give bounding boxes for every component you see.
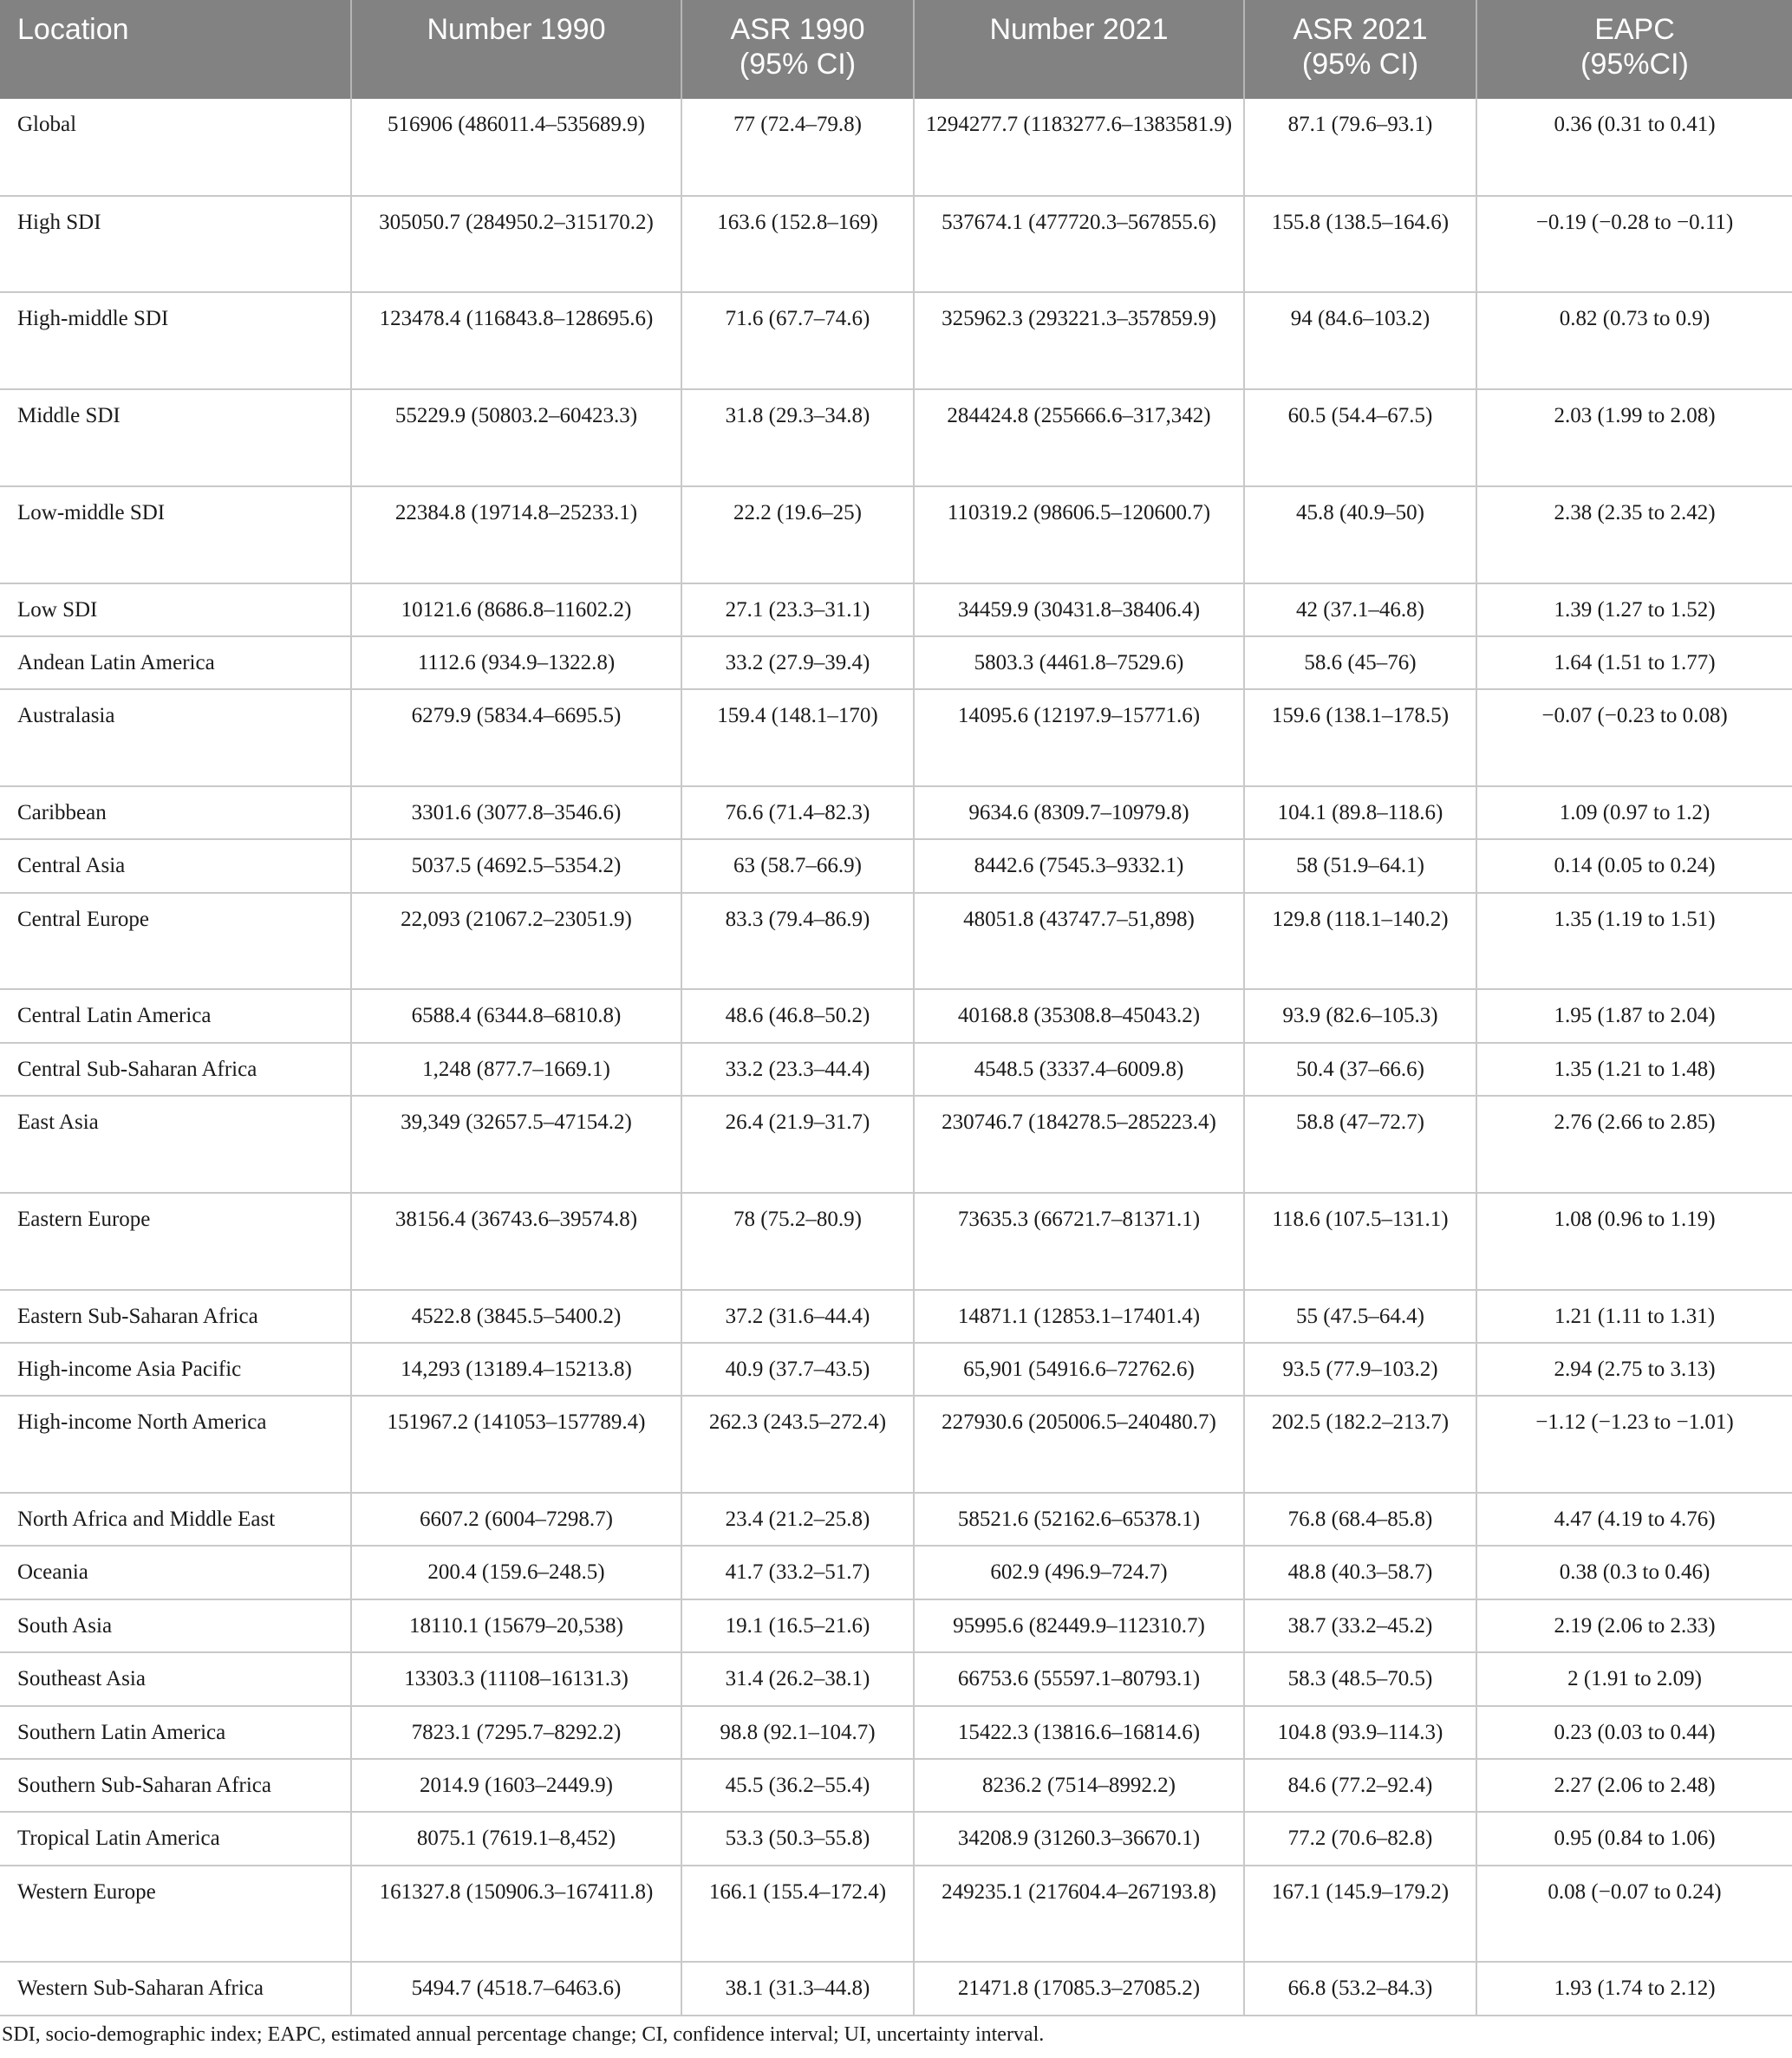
cell-asr-1990: 53.3 (50.3–55.8) — [681, 1812, 914, 1865]
cell-number-2021: 65,901 (54916.6–72762.6) — [914, 1343, 1244, 1396]
cell-number-1990: 1112.6 (934.9–1322.8) — [351, 636, 681, 689]
cell-number-1990: 8075.1 (7619.1–8,452) — [351, 1812, 681, 1865]
cell-asr-1990: 98.8 (92.1–104.7) — [681, 1706, 914, 1759]
cell-asr-2021: 155.8 (138.5–164.6) — [1244, 196, 1476, 293]
cell-asr-1990: 77 (72.4–79.8) — [681, 99, 914, 196]
cell-asr-2021: 58 (51.9–64.1) — [1244, 839, 1476, 892]
cell-location: Southeast Asia — [0, 1652, 351, 1705]
cell-number-2021: 40168.8 (35308.8–45043.2) — [914, 989, 1244, 1042]
cell-number-1990: 1,248 (877.7–1669.1) — [351, 1043, 681, 1096]
table-row — [0, 1706, 1792, 1759]
table-row — [0, 636, 1792, 689]
cell-location: Low SDI — [0, 583, 351, 636]
cell-asr-2021: 93.9 (82.6–105.3) — [1244, 989, 1476, 1042]
header-asr-1990: ASR 1990 (95% CI) — [681, 0, 914, 99]
cell-number-2021: 1294277.7 (1183277.6–1383581.9) — [914, 99, 1244, 196]
cell-asr-2021: 87.1 (79.6–93.1) — [1244, 99, 1476, 196]
cell-number-1990: 22384.8 (19714.8–25233.1) — [351, 486, 681, 583]
cell-location: East Asia — [0, 1096, 351, 1193]
cell-asr-1990: 262.3 (243.5–272.4) — [681, 1396, 914, 1493]
cell-number-2021: 15422.3 (13816.6–16814.6) — [914, 1706, 1244, 1759]
cell-location: Andean Latin America — [0, 636, 351, 689]
cell-asr-1990: 63 (58.7–66.9) — [681, 839, 914, 892]
cell-number-2021: 9634.6 (8309.7–10979.8) — [914, 786, 1244, 839]
table-row — [0, 389, 1792, 486]
cell-eapc: 2.19 (2.06 to 2.33) — [1476, 1599, 1792, 1652]
cell-eapc: 0.36 (0.31 to 0.41) — [1476, 99, 1792, 196]
cell-eapc: 1.21 (1.11 to 1.31) — [1476, 1290, 1792, 1343]
cell-asr-2021: 77.2 (70.6–82.8) — [1244, 1812, 1476, 1865]
cell-eapc: −1.12 (−1.23 to −1.01) — [1476, 1396, 1792, 1493]
cell-location: High-income North America — [0, 1396, 351, 1493]
cell-asr-2021: 159.6 (138.1–178.5) — [1244, 689, 1476, 786]
table-row — [0, 583, 1792, 636]
cell-eapc: 0.82 (0.73 to 0.9) — [1476, 292, 1792, 389]
cell-eapc: 2.27 (2.06 to 2.48) — [1476, 1759, 1792, 1812]
cell-eapc: 1.39 (1.27 to 1.52) — [1476, 583, 1792, 636]
cell-asr-2021: 76.8 (68.4–85.8) — [1244, 1493, 1476, 1546]
cell-number-1990: 200.4 (159.6–248.5) — [351, 1546, 681, 1599]
cell-eapc: 1.09 (0.97 to 1.2) — [1476, 786, 1792, 839]
table-row — [0, 1652, 1792, 1705]
table-row — [0, 196, 1792, 293]
cell-location: Southern Latin America — [0, 1706, 351, 1759]
cell-asr-1990: 22.2 (19.6–25) — [681, 486, 914, 583]
cell-number-2021: 8442.6 (7545.3–9332.1) — [914, 839, 1244, 892]
cell-eapc: −0.19 (−0.28 to −0.11) — [1476, 196, 1792, 293]
cell-asr-1990: 19.1 (16.5–21.6) — [681, 1599, 914, 1652]
cell-eapc: 2.38 (2.35 to 2.42) — [1476, 486, 1792, 583]
table-row — [0, 1096, 1792, 1193]
table-row — [0, 1493, 1792, 1546]
table-row — [0, 1396, 1792, 1493]
cell-location: Tropical Latin America — [0, 1812, 351, 1865]
cell-asr-2021: 55 (47.5–64.4) — [1244, 1290, 1476, 1343]
cell-number-1990: 4522.8 (3845.5–5400.2) — [351, 1290, 681, 1343]
cell-asr-1990: 33.2 (27.9–39.4) — [681, 636, 914, 689]
cell-asr-2021: 58.6 (45–76) — [1244, 636, 1476, 689]
cell-location: Central Sub-Saharan Africa — [0, 1043, 351, 1096]
cell-number-1990: 7823.1 (7295.7–8292.2) — [351, 1706, 681, 1759]
cell-asr-2021: 38.7 (33.2–45.2) — [1244, 1599, 1476, 1652]
header-asr-2021: ASR 2021 (95% CI) — [1244, 0, 1476, 99]
cell-asr-2021: 167.1 (145.9–179.2) — [1244, 1866, 1476, 1963]
cell-asr-2021: 202.5 (182.2–213.7) — [1244, 1396, 1476, 1493]
table-row — [0, 486, 1792, 583]
cell-asr-1990: 40.9 (37.7–43.5) — [681, 1343, 914, 1396]
cell-number-2021: 110319.2 (98606.5–120600.7) — [914, 486, 1244, 583]
cell-asr-2021: 93.5 (77.9–103.2) — [1244, 1343, 1476, 1396]
cell-number-1990: 123478.4 (116843.8–128695.6) — [351, 292, 681, 389]
cell-location: Middle SDI — [0, 389, 351, 486]
cell-asr-1990: 26.4 (21.9–31.7) — [681, 1096, 914, 1193]
cell-number-2021: 66753.6 (55597.1–80793.1) — [914, 1652, 1244, 1705]
table-row — [0, 99, 1792, 196]
cell-eapc: 2 (1.91 to 2.09) — [1476, 1652, 1792, 1705]
cell-eapc: 1.08 (0.96 to 1.19) — [1476, 1193, 1792, 1290]
cell-asr-1990: 38.1 (31.3–44.8) — [681, 1962, 914, 2016]
cell-location: North Africa and Middle East — [0, 1493, 351, 1546]
table-row — [0, 989, 1792, 1042]
table-footnote: SDI, socio-demographic index; EAPC, estimated annual percentage change; CI, confidence interval; UI, uncertainty interval. — [2, 2023, 1045, 2046]
table-body — [0, 99, 1792, 2016]
header-row — [0, 0, 1792, 99]
table-row — [0, 1043, 1792, 1096]
cell-number-2021: 4548.5 (3337.4–6009.8) — [914, 1043, 1244, 1096]
cell-location: Caribbean — [0, 786, 351, 839]
cell-number-1990: 10121.6 (8686.8–11602.2) — [351, 583, 681, 636]
table-row — [0, 1866, 1792, 1963]
cell-eapc: 2.03 (1.99 to 2.08) — [1476, 389, 1792, 486]
header-location: Location — [0, 0, 351, 99]
cell-number-2021: 537674.1 (477720.3–567855.6) — [914, 196, 1244, 293]
cell-number-1990: 516906 (486011.4–535689.9) — [351, 99, 681, 196]
cell-asr-1990: 41.7 (33.2–51.7) — [681, 1546, 914, 1599]
cell-number-1990: 18110.1 (15679–20,538) — [351, 1599, 681, 1652]
cell-asr-2021: 48.8 (40.3–58.7) — [1244, 1546, 1476, 1599]
table-row — [0, 1962, 1792, 2016]
cell-eapc: 0.95 (0.84 to 1.06) — [1476, 1812, 1792, 1865]
cell-asr-1990: 163.6 (152.8–169) — [681, 196, 914, 293]
cell-number-1990: 5037.5 (4692.5–5354.2) — [351, 839, 681, 892]
cell-number-2021: 602.9 (496.9–724.7) — [914, 1546, 1244, 1599]
cell-number-2021: 73635.3 (66721.7–81371.1) — [914, 1193, 1244, 1290]
table-row — [0, 1343, 1792, 1396]
cell-location: Central Latin America — [0, 989, 351, 1042]
cell-location: Eastern Europe — [0, 1193, 351, 1290]
table-header — [0, 0, 1792, 99]
cell-number-1990: 13303.3 (11108–16131.3) — [351, 1652, 681, 1705]
cell-eapc: 0.23 (0.03 to 0.44) — [1476, 1706, 1792, 1759]
cell-asr-1990: 23.4 (21.2–25.8) — [681, 1493, 914, 1546]
cell-number-2021: 230746.7 (184278.5–285223.4) — [914, 1096, 1244, 1193]
cell-number-2021: 8236.2 (7514–8992.2) — [914, 1759, 1244, 1812]
cell-eapc: 1.35 (1.21 to 1.48) — [1476, 1043, 1792, 1096]
cell-location: Oceania — [0, 1546, 351, 1599]
cell-asr-1990: 78 (75.2–80.9) — [681, 1193, 914, 1290]
cell-eapc: 2.94 (2.75 to 3.13) — [1476, 1343, 1792, 1396]
header-number-2021: Number 2021 — [914, 0, 1244, 99]
cell-location: South Asia — [0, 1599, 351, 1652]
cell-eapc: 1.64 (1.51 to 1.77) — [1476, 636, 1792, 689]
cell-number-1990: 22,093 (21067.2–23051.9) — [351, 893, 681, 990]
table-row — [0, 1599, 1792, 1652]
cell-number-2021: 95995.6 (82449.9–112310.7) — [914, 1599, 1244, 1652]
cell-asr-1990: 159.4 (148.1–170) — [681, 689, 914, 786]
cell-number-1990: 305050.7 (284950.2–315170.2) — [351, 196, 681, 293]
cell-eapc: 2.76 (2.66 to 2.85) — [1476, 1096, 1792, 1193]
cell-location: Australasia — [0, 689, 351, 786]
cell-number-1990: 5494.7 (4518.7–6463.6) — [351, 1962, 681, 2016]
table-row — [0, 1193, 1792, 1290]
cell-asr-2021: 60.5 (54.4–67.5) — [1244, 389, 1476, 486]
cell-eapc: 4.47 (4.19 to 4.76) — [1476, 1493, 1792, 1546]
cell-asr-1990: 27.1 (23.3–31.1) — [681, 583, 914, 636]
cell-location: Southern Sub-Saharan Africa — [0, 1759, 351, 1812]
cell-asr-2021: 104.1 (89.8–118.6) — [1244, 786, 1476, 839]
cell-location: Central Asia — [0, 839, 351, 892]
cell-asr-1990: 83.3 (79.4–86.9) — [681, 893, 914, 990]
cell-number-1990: 6588.4 (6344.8–6810.8) — [351, 989, 681, 1042]
cell-number-1990: 55229.9 (50803.2–60423.3) — [351, 389, 681, 486]
cell-number-1990: 3301.6 (3077.8–3546.6) — [351, 786, 681, 839]
table-row — [0, 786, 1792, 839]
cell-eapc: 0.14 (0.05 to 0.24) — [1476, 839, 1792, 892]
cell-number-2021: 34208.9 (31260.3–36670.1) — [914, 1812, 1244, 1865]
cell-asr-1990: 48.6 (46.8–50.2) — [681, 989, 914, 1042]
cell-number-2021: 34459.9 (30431.8–38406.4) — [914, 583, 1244, 636]
cell-number-2021: 14871.1 (12853.1–17401.4) — [914, 1290, 1244, 1343]
table-row — [0, 1290, 1792, 1343]
cell-asr-1990: 166.1 (155.4–172.4) — [681, 1866, 914, 1963]
cell-asr-2021: 84.6 (77.2–92.4) — [1244, 1759, 1476, 1812]
cell-asr-1990: 37.2 (31.6–44.4) — [681, 1290, 914, 1343]
cell-eapc: −0.07 (−0.23 to 0.08) — [1476, 689, 1792, 786]
cell-eapc: 1.35 (1.19 to 1.51) — [1476, 893, 1792, 990]
cell-eapc: 0.08 (−0.07 to 0.24) — [1476, 1866, 1792, 1963]
cell-asr-2021: 45.8 (40.9–50) — [1244, 486, 1476, 583]
cell-number-1990: 14,293 (13189.4–15213.8) — [351, 1343, 681, 1396]
cell-asr-2021: 58.8 (47–72.7) — [1244, 1096, 1476, 1193]
cell-location: High SDI — [0, 196, 351, 293]
cell-eapc: 0.38 (0.3 to 0.46) — [1476, 1546, 1792, 1599]
cell-location: Global — [0, 99, 351, 196]
cell-number-1990: 6607.2 (6004–7298.7) — [351, 1493, 681, 1546]
cell-location: Western Sub-Saharan Africa — [0, 1962, 351, 2016]
cell-number-1990: 161327.8 (150906.3–167411.8) — [351, 1866, 681, 1963]
cell-number-1990: 2014.9 (1603–2449.9) — [351, 1759, 681, 1812]
cell-location: Central Europe — [0, 893, 351, 990]
table-row — [0, 893, 1792, 990]
cell-asr-1990: 45.5 (36.2–55.4) — [681, 1759, 914, 1812]
cell-asr-2021: 58.3 (48.5–70.5) — [1244, 1652, 1476, 1705]
cell-asr-1990: 31.4 (26.2–38.1) — [681, 1652, 914, 1705]
cell-number-1990: 39,349 (32657.5–47154.2) — [351, 1096, 681, 1193]
cell-asr-2021: 94 (84.6–103.2) — [1244, 292, 1476, 389]
cell-location: Eastern Sub-Saharan Africa — [0, 1290, 351, 1343]
cell-number-2021: 284424.8 (255666.6–317,342) — [914, 389, 1244, 486]
cell-number-2021: 5803.3 (4461.8–7529.6) — [914, 636, 1244, 689]
cell-number-1990: 6279.9 (5834.4–6695.5) — [351, 689, 681, 786]
table-row — [0, 1759, 1792, 1812]
cell-asr-2021: 66.8 (53.2–84.3) — [1244, 1962, 1476, 2016]
cell-number-2021: 21471.8 (17085.3–27085.2) — [914, 1962, 1244, 2016]
table-row — [0, 1546, 1792, 1599]
cell-number-2021: 249235.1 (217604.4–267193.8) — [914, 1866, 1244, 1963]
cell-number-2021: 58521.6 (52162.6–65378.1) — [914, 1493, 1244, 1546]
table-row — [0, 292, 1792, 389]
cell-asr-1990: 71.6 (67.7–74.6) — [681, 292, 914, 389]
cell-number-2021: 325962.3 (293221.3–357859.9) — [914, 292, 1244, 389]
cell-asr-2021: 50.4 (37–66.6) — [1244, 1043, 1476, 1096]
cell-asr-2021: 104.8 (93.9–114.3) — [1244, 1706, 1476, 1759]
cell-eapc: 1.95 (1.87 to 2.04) — [1476, 989, 1792, 1042]
cell-number-2021: 48051.8 (43747.7–51,898) — [914, 893, 1244, 990]
cell-number-2021: 227930.6 (205006.5–240480.7) — [914, 1396, 1244, 1493]
cell-location: High-middle SDI — [0, 292, 351, 389]
cell-location: High-income Asia Pacific — [0, 1343, 351, 1396]
cell-asr-2021: 42 (37.1–46.8) — [1244, 583, 1476, 636]
table-row — [0, 689, 1792, 786]
cell-number-1990: 151967.2 (141053–157789.4) — [351, 1396, 681, 1493]
cell-location: Low-middle SDI — [0, 486, 351, 583]
table-row — [0, 1812, 1792, 1865]
cell-number-1990: 38156.4 (36743.6–39574.8) — [351, 1193, 681, 1290]
cell-number-2021: 14095.6 (12197.9–15771.6) — [914, 689, 1244, 786]
cell-asr-1990: 76.6 (71.4–82.3) — [681, 786, 914, 839]
cell-eapc: 1.93 (1.74 to 2.12) — [1476, 1962, 1792, 2016]
header-number-1990: Number 1990 — [351, 0, 681, 99]
cell-asr-1990: 31.8 (29.3–34.8) — [681, 389, 914, 486]
cell-asr-2021: 129.8 (118.1–140.2) — [1244, 893, 1476, 990]
table-row — [0, 839, 1792, 892]
header-eapc: EAPC (95%CI) — [1476, 0, 1792, 99]
cell-location: Western Europe — [0, 1866, 351, 1963]
cell-asr-1990: 33.2 (23.3–44.4) — [681, 1043, 914, 1096]
cell-asr-2021: 118.6 (107.5–131.1) — [1244, 1193, 1476, 1290]
